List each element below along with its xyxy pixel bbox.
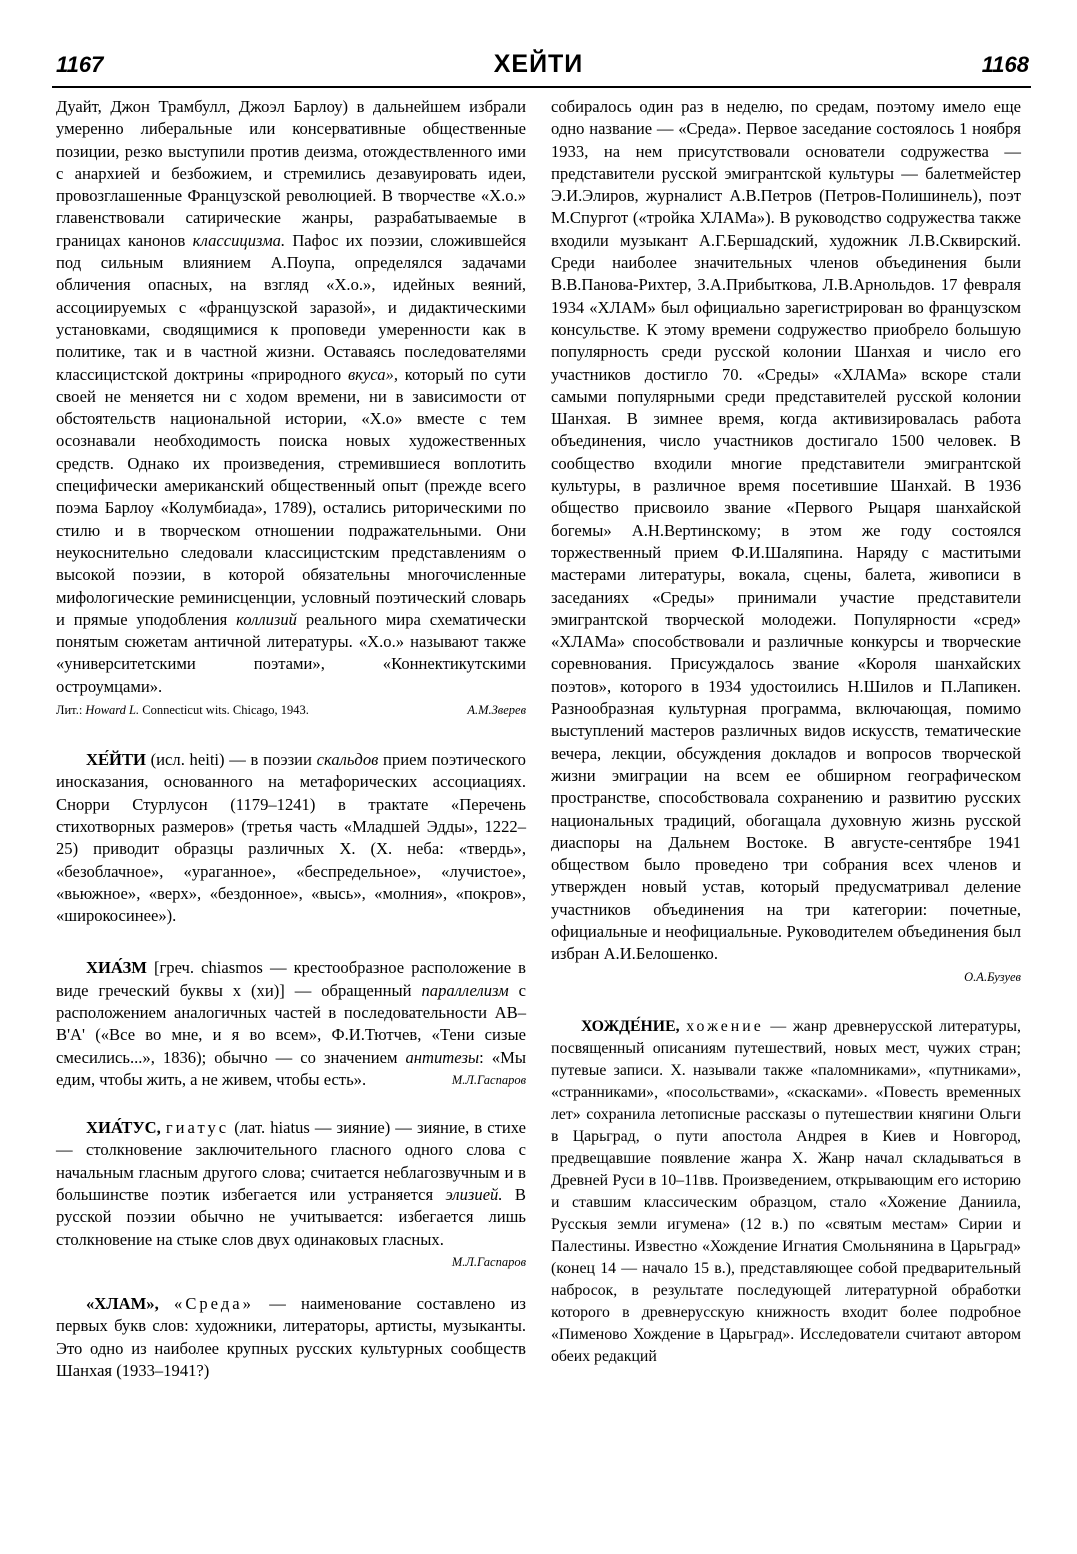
author-signature: М.Л.Гаспаров [451,1254,526,1269]
entry-term: ХЕ́ЙТИ [86,750,146,770]
entry-hlam-continuation: собиралось один раз в неделю, по средам, поэтому имело еще одно название — «Среда». Первое заседание состоялось 1 ноября 1933, на нем присутствовали основатели содружества — представители русской эмигрантской культуры — балетмейстер Э.И.Элиров, журналист А.В.Петров (Петров-Полишинель), поэт М.Спургот («тройка ХЛАМа»). В руководство содружества также входили музыкант А.Г.Бершадский, художник Л.В.Сквирский. Среди наиболее значительных членов объединения были В.В.Панова-Рихтер, З.А.Прибыткова, Л.В.Арнольдов. 17 февраля 1934 «ХЛАМ» был официально зарегистрирован во французском консульстве. К этому времени содружество приобрело большую популярность среди русской колонии Шанхая и число его участников достигло 70. «Среды» «ХЛАМа» вскоре стали самыми популярными среди представителей русской колонии Шанхая. В зимнее время, когда активизировалась работа объединения, число участников достигало 1500 человек. В сообщество входили многие представители эмигрантской культуры, в различное время посетившие Шанхай. В 1936 общество присвоило звание «Первого Рыцаря шанхайской богемы» А.Н.Вертинскому; в этом же году состоялся торжественный прием Ф.И.Шаляпина. Наряду с маститыми мастерами литературы, вокала, сцены, балета, живописи в заседаниях «Среды» принимали участие представители эмигрантской творческой молодежи. Популярности «сред» «ХЛАМа» способствовали и различные конкурсы и творческие соревнования. Присуждалось звание «Короля шанхайских поэтов», которого в 1934 удостоились Н.Шилов и П.Лапикен. Разнообразная культурная программа, включающая, помимо выступлений мастеров различных видов искусств, тематические вечера, лекции, обсуждения докладов и вопросов творческой жизни эмиграции на всем ее обширном географическом пространстве, способствовала сохранению и развитию русских национальных традиций, обогащала духовную жизнь русской диаспоры на Дальнем Востоке. В августе-сентябре 1941 обществом было проведено три собрания всех членов и утвержден новый устав, который предусматривал деление участников объединения на три категории: почетные, официальные и неофициальные. Руководителем объединения был избран А.И.Белошенко. [551,97,1021,964]
author-signature: М.Л.Гаспаров [451,1072,526,1087]
entry-term: «ХЛАМ», [86,1293,159,1313]
entry-hiatus: ХИА́ТУС, гиатус (лат. hiatus — зияние) — зияние, в стихе — столкновение заключительного гласного одного слова с начальным гласным другого слова; считается неблагозвучным и в большинстве поэтик избегается или устраняется элизией. В русской поэзии обычно не учитывается: избегается лишь столкновение на стыке слов двух одинаковых гласных. [56,1118,526,1249]
left-column [56,96,526,1382]
page-number-right: 1168 [981,52,1029,77]
entry-term: ХОЖДЕ́НИЕ, [581,1017,680,1035]
header-rule [52,86,1031,88]
entry-hlam: «ХЛАМ», «Среда» — наименование составлено из первых букв слов: художники, литераторы, артисты, музыканты. Это одно из наиболее крупных русских культурных сообществ Шанхая (1933–1941?) [56,1293,526,1380]
ref-link: коллизий [236,609,297,629]
entry-chiasm: ХИА́ЗМ [греч. chiasmos — крестообразное расположение в виде греческий буквы х (хи)] — обращенный параллелизм с расположением аналогичных частей в последовательности АВ–В'А' («Все во мне, и я во всем», Ф.И.Тютчев, «Тени сизые смесились...», 1836); обычно — со значением антитезы: «Мы едим, чтобы жить, а не живем, чтобы есть». М.Л.Гаспаров [56,957,526,1091]
entry-heiti: ХЕ́ЙТИ (исл. heiti) — в поэзии скальдов прием поэтического иносказания, основанного на метафорических ассоциациях. Снорри Стурлусон (1179–1241) в трактате «Перечень стихотворных размеров» (третья часть «Младшей Эдды», 1222–25) приводит образцы различных Х. (Х. неба: «твердь», «безоблачное», «ураганное», «беспредельное», «лучистое», «вьюжное», «верх», «бездонное», «высь», «молния», «покров», «широкосинее»). [56,750,526,926]
entry-term: ХИА́ТУС, [86,1118,161,1138]
ref-link: классицизма. [192,230,286,250]
literature-line: Лит.: Howard L. Connecticut wits. Chicago, 1943. А.М.Зверев [56,703,526,718]
entry-term: ХИА́ЗМ [86,958,147,978]
running-headword: ХЕЙТИ [493,50,584,78]
entry-continuation: Дуайт, Джон Трамбулл, Джоэл Барлоу) в дальнейшем избрали умеренно либеральные или консервативные общественные позиции, резко выступили против деизма, отождествленного ими с анархией и безбожием, и стремились дезавуировать идеи, провозглашенные Французской революцией. В творчестве «Х.о.» главенствовали сатирические жанры, разрабатываемые в границах канонов классицизма. Пафос их поэзии, сложившейся под сильным влиянием А.Поупа, определялся задачами обличения опасных, на взгляд «Х.о.», идейных веяний, ассоциируемых с «французской заразой», и дидактическими установками, сводящимися к проповеди умеренности как в политике, так и в частной жизни. Оставаясь последователями классицистской доктрины «природного вкуса», который по сути своей не меняется ни с ходом времени, ни в зависимости от обстоятельств национальной истории, «Х.о» вместе с тем осознавали необходимость поиска новых художественных средств. Однако их произведения, стремившиеся воплотить специфически американский общественный опыт (прежде всего поэма Барлоу «Колумбиада», 1789), остались риторическими по стилю и в творческом отношении подражательными. Они неукоснительно следовали классицистским представлениям о высокой поэзии, в которой обязательны многочисленные мифологические реминисценции, условный поэтический словарь и прямые уподобления коллизий реального мира схематически понятым сюжетам античной литературы. «Х.о.» называют также «университетскими поэтами», «Коннектикутскими остроумцами». [56,97,527,696]
page-number-left: 1167 [56,52,104,77]
ref-link: вкуса», [347,364,398,384]
author-signature: О.А.Бузуев [964,969,1021,984]
right-column [551,96,1021,1368]
entry-hozhdenie: ХОЖДЕ́НИЕ, хожение — жанр древнерусской литературы, посвященный описаниям путешествий, новых мест, чужих стран; путевые записи. Х. называли также «паломниками», «путниками», «странниками», «посольствами», «скасками». «Повесть временных лет» сохранила летописные рассказы о путешествии княгини Ольги в Царьград, о пути апостола Андрея в Киев и Новгород, предвещавшие появление жанра Х. Жанр начал складываться в Древней Руси в 10–11вв. Произведением, открывающим его историю и ставшим классическим образцом, стало «Хожение Даниила, Русскыя земли игумена» (12 в.) по «святым местам» Сирии и Палестины. Известно «Хождение Игнатия Смольнянина в Царьград» (конец 14 — начало 15 в.), представляющее собой предварительный набросок, в результате последующей литературной обработки которого в древнерусскую книжность входит более подробное «Пименово Хождение в Царьград». Исследователи считают автором обеих редакций [551,1017,1021,1365]
author-signature: А.М.Зверев [467,703,526,718]
